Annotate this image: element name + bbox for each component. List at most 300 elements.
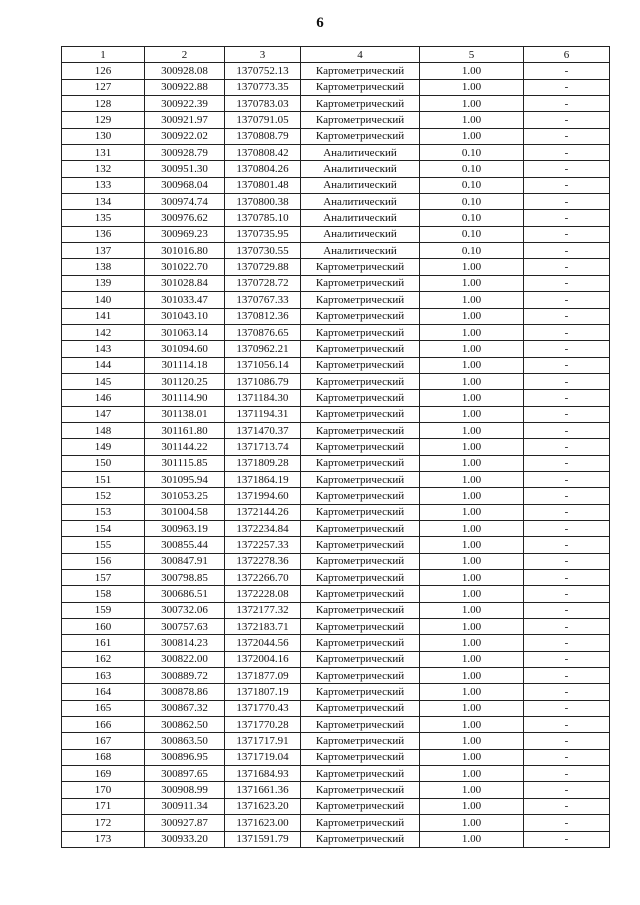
- method-cell: Картометрический: [301, 520, 420, 536]
- x-coordinate-cell: 300928.08: [145, 63, 225, 79]
- note-cell: -: [524, 619, 610, 635]
- x-coordinate-cell: 300847.91: [145, 553, 225, 569]
- x-coordinate-cell: 301016.80: [145, 243, 225, 259]
- point-number-cell: 143: [62, 341, 145, 357]
- y-coordinate-cell: 1371086.79: [225, 373, 301, 389]
- method-cell: Картометрический: [301, 390, 420, 406]
- x-coordinate-cell: 301095.94: [145, 471, 225, 487]
- table-row: [62, 553, 610, 569]
- point-number-cell: 156: [62, 553, 145, 569]
- point-number-cell: 169: [62, 766, 145, 782]
- accuracy-cell: 0.10: [420, 145, 524, 161]
- note-cell: -: [524, 390, 610, 406]
- x-coordinate-cell: 300862.50: [145, 717, 225, 733]
- table-row: [62, 782, 610, 798]
- y-coordinate-cell: 1370730.55: [225, 243, 301, 259]
- method-cell: Картометрический: [301, 259, 420, 275]
- y-coordinate-cell: 1370804.26: [225, 161, 301, 177]
- x-coordinate-cell: 300757.63: [145, 619, 225, 635]
- table-row: [62, 422, 610, 438]
- note-cell: -: [524, 308, 610, 324]
- x-coordinate-cell: 300933.20: [145, 831, 225, 847]
- point-number-cell: 138: [62, 259, 145, 275]
- table-row: [62, 210, 610, 226]
- y-coordinate-cell: 1370735.95: [225, 226, 301, 242]
- table-row: [62, 537, 610, 553]
- method-cell: Картометрический: [301, 504, 420, 520]
- accuracy-cell: 1.00: [420, 471, 524, 487]
- method-cell: Картометрический: [301, 63, 420, 79]
- accuracy-cell: 1.00: [420, 292, 524, 308]
- table-row: [62, 308, 610, 324]
- y-coordinate-cell: 1371717.91: [225, 733, 301, 749]
- point-number-cell: 160: [62, 619, 145, 635]
- table-row: [62, 717, 610, 733]
- method-cell: Картометрический: [301, 700, 420, 716]
- note-cell: -: [524, 292, 610, 308]
- table-row: [62, 455, 610, 471]
- x-coordinate-cell: 300951.30: [145, 161, 225, 177]
- y-coordinate-cell: 1371184.30: [225, 390, 301, 406]
- point-number-cell: 173: [62, 831, 145, 847]
- accuracy-cell: 1.00: [420, 520, 524, 536]
- accuracy-cell: 1.00: [420, 324, 524, 340]
- table-row: [62, 63, 610, 79]
- accuracy-cell: 1.00: [420, 390, 524, 406]
- x-coordinate-cell: 301144.22: [145, 439, 225, 455]
- note-cell: -: [524, 733, 610, 749]
- x-coordinate-cell: 300911.34: [145, 798, 225, 814]
- point-number-cell: 157: [62, 570, 145, 586]
- point-number-cell: 131: [62, 145, 145, 161]
- point-number-cell: 142: [62, 324, 145, 340]
- accuracy-cell: 0.10: [420, 210, 524, 226]
- x-coordinate-cell: 300686.51: [145, 586, 225, 602]
- page-number: 6: [316, 15, 324, 31]
- y-coordinate-cell: 1370962.21: [225, 341, 301, 357]
- x-coordinate-cell: 301033.47: [145, 292, 225, 308]
- method-cell: Картометрический: [301, 422, 420, 438]
- y-coordinate-cell: 1372177.32: [225, 602, 301, 618]
- method-cell: Картометрический: [301, 341, 420, 357]
- accuracy-cell: 1.00: [420, 259, 524, 275]
- y-coordinate-cell: 1370728.72: [225, 275, 301, 291]
- x-coordinate-cell: 301114.18: [145, 357, 225, 373]
- table-row: [62, 406, 610, 422]
- note-cell: -: [524, 553, 610, 569]
- y-coordinate-cell: 1371994.60: [225, 488, 301, 504]
- column-header: 5: [420, 47, 524, 63]
- method-cell: Картометрический: [301, 537, 420, 553]
- accuracy-cell: 1.00: [420, 439, 524, 455]
- y-coordinate-cell: 1370783.03: [225, 96, 301, 112]
- accuracy-cell: 0.10: [420, 194, 524, 210]
- point-number-cell: 172: [62, 815, 145, 831]
- note-cell: -: [524, 570, 610, 586]
- table-row: [62, 341, 610, 357]
- y-coordinate-cell: 1371877.09: [225, 668, 301, 684]
- y-coordinate-cell: 1371623.00: [225, 815, 301, 831]
- method-cell: Картометрический: [301, 553, 420, 569]
- y-coordinate-cell: 1371056.14: [225, 357, 301, 373]
- accuracy-cell: 1.00: [420, 79, 524, 95]
- accuracy-cell: 1.00: [420, 373, 524, 389]
- x-coordinate-cell: 300927.87: [145, 815, 225, 831]
- column-header: 4: [301, 47, 420, 63]
- method-cell: Картометрический: [301, 488, 420, 504]
- note-cell: -: [524, 439, 610, 455]
- point-number-cell: 144: [62, 357, 145, 373]
- accuracy-cell: 1.00: [420, 602, 524, 618]
- accuracy-cell: 1.00: [420, 406, 524, 422]
- accuracy-cell: 1.00: [420, 831, 524, 847]
- note-cell: -: [524, 766, 610, 782]
- y-coordinate-cell: 1370812.36: [225, 308, 301, 324]
- accuracy-cell: 1.00: [420, 504, 524, 520]
- method-cell: Картометрический: [301, 357, 420, 373]
- note-cell: -: [524, 177, 610, 193]
- y-coordinate-cell: 1371661.36: [225, 782, 301, 798]
- table-row: [62, 177, 610, 193]
- method-cell: Картометрический: [301, 112, 420, 128]
- table-row: [62, 357, 610, 373]
- note-cell: -: [524, 406, 610, 422]
- point-number-cell: 158: [62, 586, 145, 602]
- table-row: [62, 602, 610, 618]
- table-row: [62, 651, 610, 667]
- x-coordinate-cell: 301120.25: [145, 373, 225, 389]
- note-cell: -: [524, 341, 610, 357]
- method-cell: Аналитический: [301, 177, 420, 193]
- y-coordinate-cell: 1372004.16: [225, 651, 301, 667]
- y-coordinate-cell: 1371770.43: [225, 700, 301, 716]
- accuracy-cell: 1.00: [420, 275, 524, 291]
- note-cell: -: [524, 815, 610, 831]
- accuracy-cell: 0.10: [420, 177, 524, 193]
- y-coordinate-cell: 1372044.56: [225, 635, 301, 651]
- y-coordinate-cell: 1371809.28: [225, 455, 301, 471]
- point-number-cell: 151: [62, 471, 145, 487]
- point-number-cell: 161: [62, 635, 145, 651]
- point-number-cell: 148: [62, 422, 145, 438]
- method-cell: Картометрический: [301, 798, 420, 814]
- x-coordinate-cell: 301063.14: [145, 324, 225, 340]
- y-coordinate-cell: 1371623.20: [225, 798, 301, 814]
- accuracy-cell: 1.00: [420, 128, 524, 144]
- accuracy-cell: 1.00: [420, 112, 524, 128]
- accuracy-cell: 1.00: [420, 570, 524, 586]
- point-number-cell: 163: [62, 668, 145, 684]
- accuracy-cell: 0.10: [420, 161, 524, 177]
- method-cell: Картометрический: [301, 292, 420, 308]
- y-coordinate-cell: 1370773.35: [225, 79, 301, 95]
- y-coordinate-cell: 1372234.84: [225, 520, 301, 536]
- method-cell: Картометрический: [301, 733, 420, 749]
- note-cell: -: [524, 63, 610, 79]
- y-coordinate-cell: 1371194.31: [225, 406, 301, 422]
- table-row: [62, 504, 610, 520]
- accuracy-cell: 1.00: [420, 308, 524, 324]
- y-coordinate-cell: 1371807.19: [225, 684, 301, 700]
- note-cell: -: [524, 668, 610, 684]
- method-cell: Картометрический: [301, 815, 420, 831]
- note-cell: -: [524, 145, 610, 161]
- note-cell: -: [524, 504, 610, 520]
- x-coordinate-cell: 300922.02: [145, 128, 225, 144]
- x-coordinate-cell: 300814.23: [145, 635, 225, 651]
- accuracy-cell: 1.00: [420, 733, 524, 749]
- note-cell: -: [524, 455, 610, 471]
- accuracy-cell: 1.00: [420, 96, 524, 112]
- y-coordinate-cell: 1370752.13: [225, 63, 301, 79]
- point-number-cell: 147: [62, 406, 145, 422]
- method-cell: Картометрический: [301, 308, 420, 324]
- accuracy-cell: 1.00: [420, 488, 524, 504]
- note-cell: -: [524, 684, 610, 700]
- y-coordinate-cell: 1370785.10: [225, 210, 301, 226]
- y-coordinate-cell: 1370876.65: [225, 324, 301, 340]
- table-row: [62, 292, 610, 308]
- y-coordinate-cell: 1370767.33: [225, 292, 301, 308]
- x-coordinate-cell: 300968.04: [145, 177, 225, 193]
- method-cell: Аналитический: [301, 210, 420, 226]
- accuracy-cell: 1.00: [420, 717, 524, 733]
- method-cell: Картометрический: [301, 275, 420, 291]
- table-row: [62, 586, 610, 602]
- table-row: [62, 112, 610, 128]
- note-cell: -: [524, 357, 610, 373]
- table-row: [62, 471, 610, 487]
- point-number-cell: 136: [62, 226, 145, 242]
- table-row: [62, 275, 610, 291]
- accuracy-cell: 1.00: [420, 553, 524, 569]
- table-row: [62, 390, 610, 406]
- note-cell: -: [524, 602, 610, 618]
- note-cell: -: [524, 324, 610, 340]
- method-cell: Аналитический: [301, 226, 420, 242]
- y-coordinate-cell: 1371864.19: [225, 471, 301, 487]
- x-coordinate-cell: 301053.25: [145, 488, 225, 504]
- table-row: [62, 749, 610, 765]
- point-number-cell: 133: [62, 177, 145, 193]
- x-coordinate-cell: 300889.72: [145, 668, 225, 684]
- table-row: [62, 145, 610, 161]
- point-number-cell: 129: [62, 112, 145, 128]
- note-cell: -: [524, 586, 610, 602]
- note-cell: -: [524, 749, 610, 765]
- point-number-cell: 154: [62, 520, 145, 536]
- point-number-cell: 166: [62, 717, 145, 733]
- x-coordinate-cell: 301028.84: [145, 275, 225, 291]
- table-row: [62, 668, 610, 684]
- method-cell: Картометрический: [301, 586, 420, 602]
- point-number-cell: 149: [62, 439, 145, 455]
- point-number-cell: 137: [62, 243, 145, 259]
- x-coordinate-cell: 300798.85: [145, 570, 225, 586]
- method-cell: Картометрический: [301, 782, 420, 798]
- point-number-cell: 145: [62, 373, 145, 389]
- method-cell: Картометрический: [301, 128, 420, 144]
- point-number-cell: 170: [62, 782, 145, 798]
- x-coordinate-cell: 301022.70: [145, 259, 225, 275]
- accuracy-cell: 1.00: [420, 357, 524, 373]
- note-cell: -: [524, 96, 610, 112]
- x-coordinate-cell: 300897.65: [145, 766, 225, 782]
- x-coordinate-cell: 300922.39: [145, 96, 225, 112]
- x-coordinate-cell: 300922.88: [145, 79, 225, 95]
- table-row: [62, 79, 610, 95]
- method-cell: Картометрический: [301, 406, 420, 422]
- point-number-cell: 132: [62, 161, 145, 177]
- method-cell: Картометрический: [301, 831, 420, 847]
- accuracy-cell: 1.00: [420, 586, 524, 602]
- x-coordinate-cell: 300867.32: [145, 700, 225, 716]
- point-number-cell: 167: [62, 733, 145, 749]
- table-body: [62, 63, 610, 848]
- x-coordinate-cell: 300896.95: [145, 749, 225, 765]
- column-header: 3: [225, 47, 301, 63]
- point-number-cell: 139: [62, 275, 145, 291]
- x-coordinate-cell: 300855.44: [145, 537, 225, 553]
- table-row: [62, 324, 610, 340]
- accuracy-cell: 1.00: [420, 619, 524, 635]
- table-row: [62, 226, 610, 242]
- y-coordinate-cell: 1371770.28: [225, 717, 301, 733]
- note-cell: -: [524, 798, 610, 814]
- method-cell: Аналитический: [301, 243, 420, 259]
- x-coordinate-cell: 300908.99: [145, 782, 225, 798]
- table-row: [62, 439, 610, 455]
- column-header: 6: [524, 47, 610, 63]
- accuracy-cell: 1.00: [420, 635, 524, 651]
- x-coordinate-cell: 301161.80: [145, 422, 225, 438]
- accuracy-cell: 1.00: [420, 341, 524, 357]
- x-coordinate-cell: 300878.86: [145, 684, 225, 700]
- table-row: [62, 488, 610, 504]
- y-coordinate-cell: 1370801.48: [225, 177, 301, 193]
- y-coordinate-cell: 1372144.26: [225, 504, 301, 520]
- accuracy-cell: 1.00: [420, 668, 524, 684]
- note-cell: -: [524, 112, 610, 128]
- accuracy-cell: 1.00: [420, 766, 524, 782]
- y-coordinate-cell: 1370808.79: [225, 128, 301, 144]
- method-cell: Картометрический: [301, 324, 420, 340]
- y-coordinate-cell: 1370791.05: [225, 112, 301, 128]
- method-cell: Аналитический: [301, 161, 420, 177]
- x-coordinate-cell: 300974.74: [145, 194, 225, 210]
- point-number-cell: 162: [62, 651, 145, 667]
- x-coordinate-cell: 301138.01: [145, 406, 225, 422]
- point-number-cell: 171: [62, 798, 145, 814]
- note-cell: -: [524, 194, 610, 210]
- accuracy-cell: 1.00: [420, 782, 524, 798]
- point-number-cell: 152: [62, 488, 145, 504]
- accuracy-cell: 1.00: [420, 63, 524, 79]
- x-coordinate-cell: 300969.23: [145, 226, 225, 242]
- method-cell: Картометрический: [301, 79, 420, 95]
- point-number-cell: 127: [62, 79, 145, 95]
- point-number-cell: 164: [62, 684, 145, 700]
- method-cell: Картометрический: [301, 619, 420, 635]
- method-cell: Картометрический: [301, 668, 420, 684]
- method-cell: Картометрический: [301, 373, 420, 389]
- method-cell: Картометрический: [301, 684, 420, 700]
- method-cell: Картометрический: [301, 96, 420, 112]
- accuracy-cell: 1.00: [420, 455, 524, 471]
- table-row: [62, 831, 610, 847]
- y-coordinate-cell: 1371591.79: [225, 831, 301, 847]
- method-cell: Картометрический: [301, 455, 420, 471]
- table-row: [62, 733, 610, 749]
- accuracy-cell: 1.00: [420, 422, 524, 438]
- method-cell: Картометрический: [301, 471, 420, 487]
- accuracy-cell: 1.00: [420, 537, 524, 553]
- column-header: 1: [62, 47, 145, 63]
- y-coordinate-cell: 1372278.36: [225, 553, 301, 569]
- accuracy-cell: 1.00: [420, 815, 524, 831]
- point-number-cell: 155: [62, 537, 145, 553]
- note-cell: -: [524, 79, 610, 95]
- accuracy-cell: 1.00: [420, 651, 524, 667]
- point-number-cell: 141: [62, 308, 145, 324]
- table-row: [62, 700, 610, 716]
- table-header-row: [62, 47, 610, 63]
- method-cell: Картометрический: [301, 635, 420, 651]
- table-row: [62, 194, 610, 210]
- note-cell: -: [524, 128, 610, 144]
- point-number-cell: 130: [62, 128, 145, 144]
- method-cell: Аналитический: [301, 194, 420, 210]
- y-coordinate-cell: 1372257.33: [225, 537, 301, 553]
- x-coordinate-cell: 300732.06: [145, 602, 225, 618]
- note-cell: -: [524, 651, 610, 667]
- x-coordinate-cell: 300963.19: [145, 520, 225, 536]
- table-row: [62, 798, 610, 814]
- note-cell: -: [524, 782, 610, 798]
- note-cell: -: [524, 520, 610, 536]
- table-row: [62, 259, 610, 275]
- table-row: [62, 815, 610, 831]
- point-number-cell: 153: [62, 504, 145, 520]
- table-row: [62, 684, 610, 700]
- x-coordinate-cell: 300976.62: [145, 210, 225, 226]
- x-coordinate-cell: 301043.10: [145, 308, 225, 324]
- table-row: [62, 96, 610, 112]
- note-cell: -: [524, 226, 610, 242]
- y-coordinate-cell: 1370729.88: [225, 259, 301, 275]
- note-cell: -: [524, 373, 610, 389]
- accuracy-cell: 1.00: [420, 749, 524, 765]
- y-coordinate-cell: 1371713.74: [225, 439, 301, 455]
- y-coordinate-cell: 1371719.04: [225, 749, 301, 765]
- note-cell: -: [524, 717, 610, 733]
- x-coordinate-cell: 301115.85: [145, 455, 225, 471]
- table-row: [62, 520, 610, 536]
- accuracy-cell: 1.00: [420, 700, 524, 716]
- point-number-cell: 168: [62, 749, 145, 765]
- note-cell: -: [524, 243, 610, 259]
- note-cell: -: [524, 635, 610, 651]
- point-number-cell: 134: [62, 194, 145, 210]
- x-coordinate-cell: 300863.50: [145, 733, 225, 749]
- y-coordinate-cell: 1372266.70: [225, 570, 301, 586]
- x-coordinate-cell: 300921.97: [145, 112, 225, 128]
- point-number-cell: 150: [62, 455, 145, 471]
- method-cell: Картометрический: [301, 717, 420, 733]
- table-row: [62, 161, 610, 177]
- method-cell: Картометрический: [301, 570, 420, 586]
- point-number-cell: 135: [62, 210, 145, 226]
